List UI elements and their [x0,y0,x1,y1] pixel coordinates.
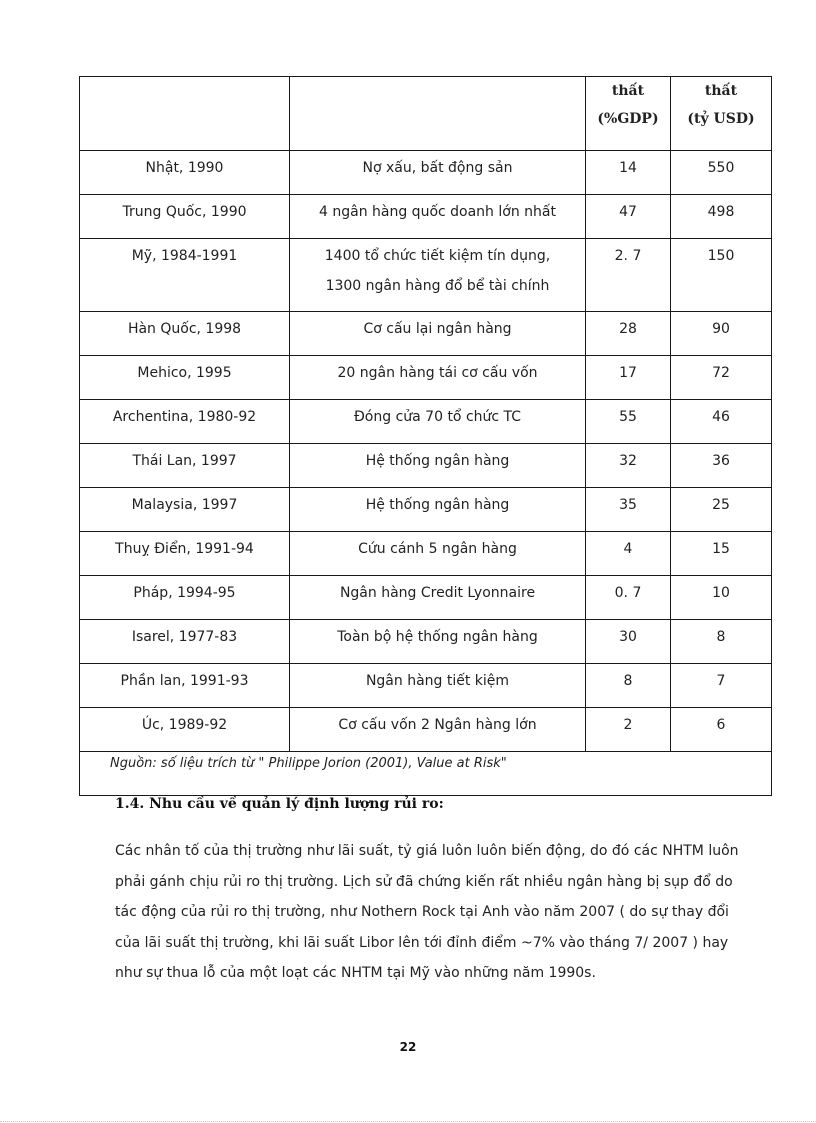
loss-gdp-cell: 35 [586,488,671,532]
loss-gdp-cell: 32 [586,444,671,488]
table-row [80,312,772,356]
country-year-cell: Nhật, 1990 [80,151,290,195]
loss-usd-cell: 7 [671,664,772,708]
description-line: Hệ thống ngân hàng [365,497,510,513]
table-row [80,444,772,488]
table-row [80,400,772,444]
loss-gdp-cell: 2. 7 [586,239,671,312]
country-year-cell: Isarel, 1977-83 [80,620,290,664]
table-row [80,488,772,532]
country-year-cell: Malaysia, 1997 [80,488,290,532]
table-header-row [80,77,772,151]
country-year-cell: Trung Quốc, 1990 [80,195,290,239]
description-line: Ngân hàng Credit Lyonnaire [339,585,536,601]
loss-usd-cell: 550 [671,151,772,195]
table-row [80,239,772,312]
loss-gdp-cell: 2 [586,708,671,752]
loss-gdp-cell: 4 [586,532,671,576]
description-line: Đóng cửa 70 tổ chức TC [353,409,522,425]
table-row [80,708,772,752]
loss-gdp-cell: 0. 7 [586,576,671,620]
description-cell [290,532,586,576]
country-year-cell: Mỹ, 1984-1991 [80,239,290,312]
header-loss-gdp-line1: thất [611,83,645,99]
table-row [80,151,772,195]
loss-gdp-cell: 17 [586,356,671,400]
description-line: Toàn bộ hệ thống ngân hàng [337,629,538,645]
description-line: Nợ xấu, bất động sản [362,160,513,176]
header-loss-usd-cell [671,77,772,151]
description-cell [290,239,586,312]
country-year-cell: Hàn Quốc, 1998 [80,312,290,356]
source-note-row [80,752,772,796]
description-line: 20 ngân hàng tái cơ cấu vốn [337,365,538,381]
description-line: Cơ cấu lại ngân hàng [363,321,512,337]
country-year-cell: Archentina, 1980-92 [80,400,290,444]
description-cell [290,400,586,444]
loss-usd-cell: 6 [671,708,772,752]
table-row [80,532,772,576]
description-cell [290,620,586,664]
loss-usd-cell: 10 [671,576,772,620]
loss-usd-cell: 25 [671,488,772,532]
description-cell [290,664,586,708]
header-loss-gdp-cell [586,77,671,151]
table-row [80,664,772,708]
country-year-cell: Thái Lan, 1997 [80,444,290,488]
loss-usd-cell: 8 [671,620,772,664]
description-line: Hệ thống ngân hàng [365,453,510,469]
description-cell [290,195,586,239]
header-description-cell [290,77,586,151]
table-row [80,620,772,664]
page-bottom-divider [0,1121,816,1122]
description-cell [290,444,586,488]
description-line: 4 ngân hàng quốc doanh lớn nhất [319,204,556,220]
loss-gdp-cell: 30 [586,620,671,664]
description-cell [290,356,586,400]
loss-gdp-cell: 47 [586,195,671,239]
loss-gdp-cell: 55 [586,400,671,444]
description-line: Cứu cánh 5 ngân hàng [358,541,517,557]
source-note: Nguồn: số liệu trích từ " Philippe Jorion (2001), Value at Risk" [80,752,772,796]
table-row [80,356,772,400]
description-cell [290,708,586,752]
description-line: Cơ cấu vốn 2 Ngân hàng lớn [338,717,537,733]
country-year-cell: Úc, 1989-92 [80,708,290,752]
header-loss-usd-line1: thất [704,83,738,99]
description-cell [290,151,586,195]
country-year-cell: Phần lan, 1991-93 [80,664,290,708]
loss-usd-cell: 72 [671,356,772,400]
description-line: 1300 ngân hàng đổ bể tài chính [325,278,550,294]
country-year-cell: Thuỵ Điển, 1991-94 [80,532,290,576]
loss-usd-cell: 15 [671,532,772,576]
loss-usd-cell: 90 [671,312,772,356]
country-year-cell: Mehico, 1995 [80,356,290,400]
country-year-cell: Pháp, 1994-95 [80,576,290,620]
table-row [80,195,772,239]
table-row [80,576,772,620]
header-loss-gdp-line2: (%GDP) [597,111,659,127]
header-country-cell [80,77,290,151]
description-cell [290,576,586,620]
loss-usd-cell: 36 [671,444,772,488]
description-line: Ngân hàng tiết kiệm [365,673,510,689]
loss-gdp-cell: 8 [586,664,671,708]
crisis-cost-table [79,76,772,796]
loss-usd-cell: 150 [671,239,772,312]
loss-gdp-cell: 14 [586,151,671,195]
description-cell [290,488,586,532]
loss-gdp-cell: 28 [586,312,671,356]
loss-usd-cell: 46 [671,400,772,444]
loss-usd-cell: 498 [671,195,772,239]
description-cell [290,312,586,356]
section-heading: 1.4. Nhu cầu về quản lý định lượng rủi ro: [115,796,444,812]
description-line: 1400 tổ chức tiết kiệm tín dụng, [324,248,551,264]
section-paragraph: Các nhân tố của thị trường như lãi suất, tỷ giá luôn luôn biến động, do đó các NHTM luôn phải gánh chịu rủi ro thị trường. Lịch sử đã chứng kiến rất nhiều ngân hàng bị sụp đổ do tác động của rủi ro thị trường, như Nothern Rock tại Anh vào năm 2007 ( do sự thay đổi của lãi suất thị trường, khi lãi suất Libor lên tới đỉnh điểm ~7% vào tháng 7/ 2007 ) hay như sự thua lỗ của một loạt các NHTM tại Mỹ vào những năm 1990s. [115,843,739,981]
header-loss-usd-line2: (tỷ USD) [687,111,755,127]
page-number: 22 [399,1040,417,1054]
